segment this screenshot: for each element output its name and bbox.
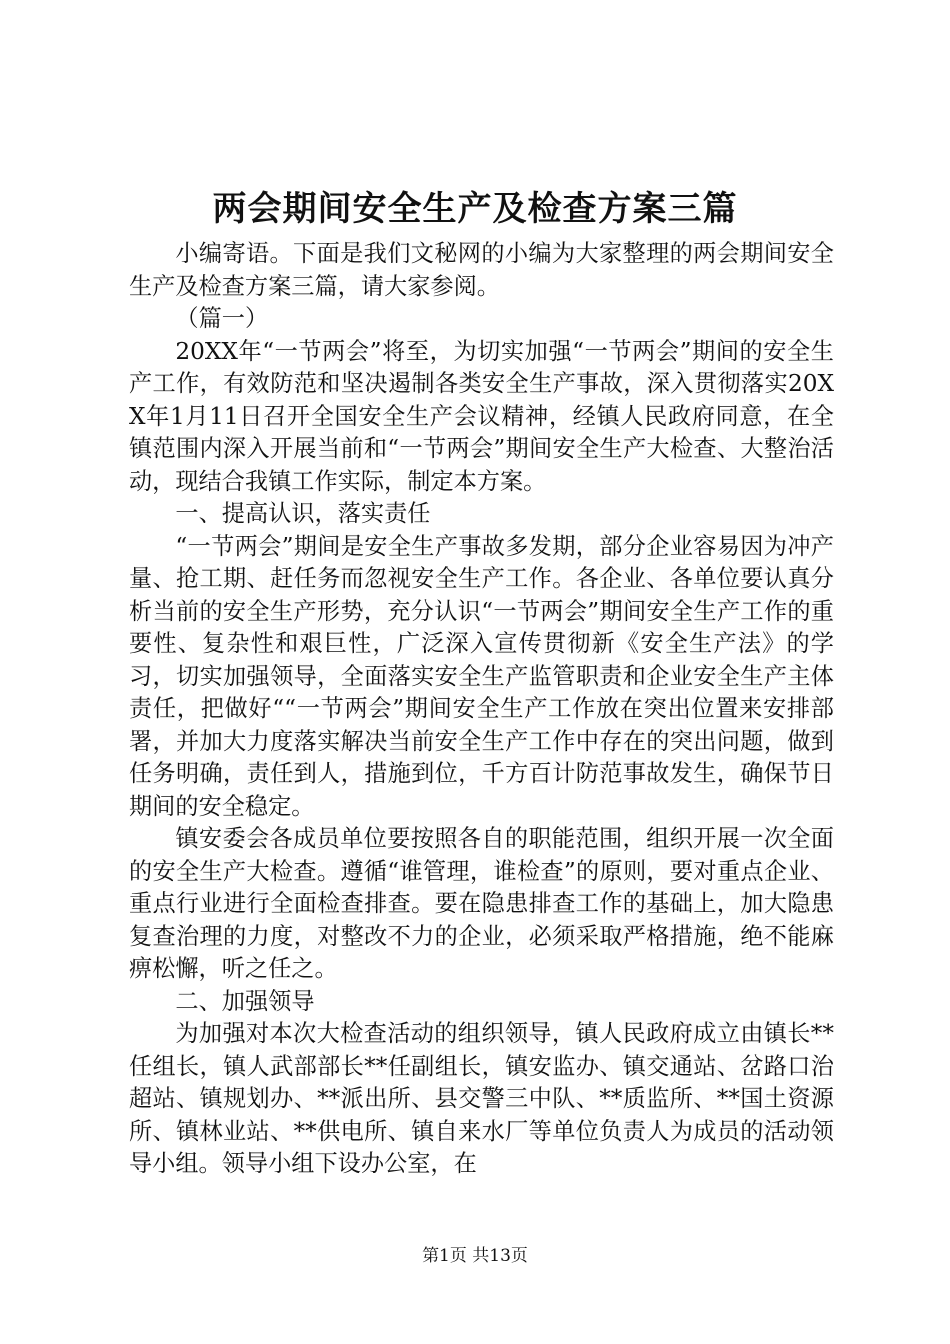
paragraph-leadership: 为加强对本次大检查活动的组织领导，镇人民政府成立由镇长**任组长，镇人武部部长**任副组长，镇安监办、镇交通站、岔路口治超站、镇规划办、**派出所、县交警三中队、**质监所、**国土资源所、镇林业站、**供电所、镇自来水厂等单位负责人为成员的活动领导小组。领导小组下设办公室，在 xyxy=(129,1020,834,1177)
section-label-part-one: （篇一） xyxy=(175,305,269,332)
section-heading-1: 一、提高认识，落实责任 xyxy=(175,500,431,527)
document-body xyxy=(129,238,834,1181)
paragraph-inspection: 镇安委会各成员单位要按照各自的职能范围，组织开展一次全面的安全生产大检查。遵循“谁管理，谁检查”的原则，要对重点企业、重点行业进行全面检查排查。要在隐患排查工作的基础上，加大隐患复查治理的力度，对整改不力的企业，必须采取严格措施，绝不能麻痹松懈，听之任之。 xyxy=(129,825,834,982)
paragraph-intro: 小编寄语。下面是我们文秘网的小编为大家整理的两会期间安全生产及检查方案三篇，请大家参阅。 xyxy=(129,240,834,300)
section-heading-2: 二、加强领导 xyxy=(175,987,315,1015)
paragraph-overview: 20XX年“一节两会”将至，为切实加强“一节两会”期间的安全生产工作，有效防范和坚决遏制各类安全生产事故，深入贯彻落实20XX年1月11日召开全国安全生产会议精神，经镇人民政府同意，在全镇范围内深入开展当前和“一节两会”期间安全生产大检查、大整治活动，现结合我镇工作实际，制定本方案。 xyxy=(129,337,834,495)
paragraph-responsibility: “一节两会”期间是安全生产事故多发期，部分企业容易因为冲产量、抢工期、赶任务而忽视安全生产工作。各企业、各单位要认真分析当前的安全生产形势，充分认识“一节两会”期间安全生产工作的重要性、复杂性和艰巨性，广泛深入宣传贯彻新《安全生产法》的学习，切实加强领导，全面落实安全生产监管职责和企业安全生产主体责任，把做好““一节两会”期间安全生产工作放在突出位置来安排部署，并加大力度落实解决当前安全生产工作中存在的突出问题，做到任务明确，责任到人，措施到位，千方百计防范事故发生，确保节日期间的安全稳定。 xyxy=(129,532,834,820)
document-title: 两会期间安全生产及检查方案三篇 xyxy=(212,189,738,229)
page-number-footer: 第1页 共13页 xyxy=(422,1246,528,1266)
